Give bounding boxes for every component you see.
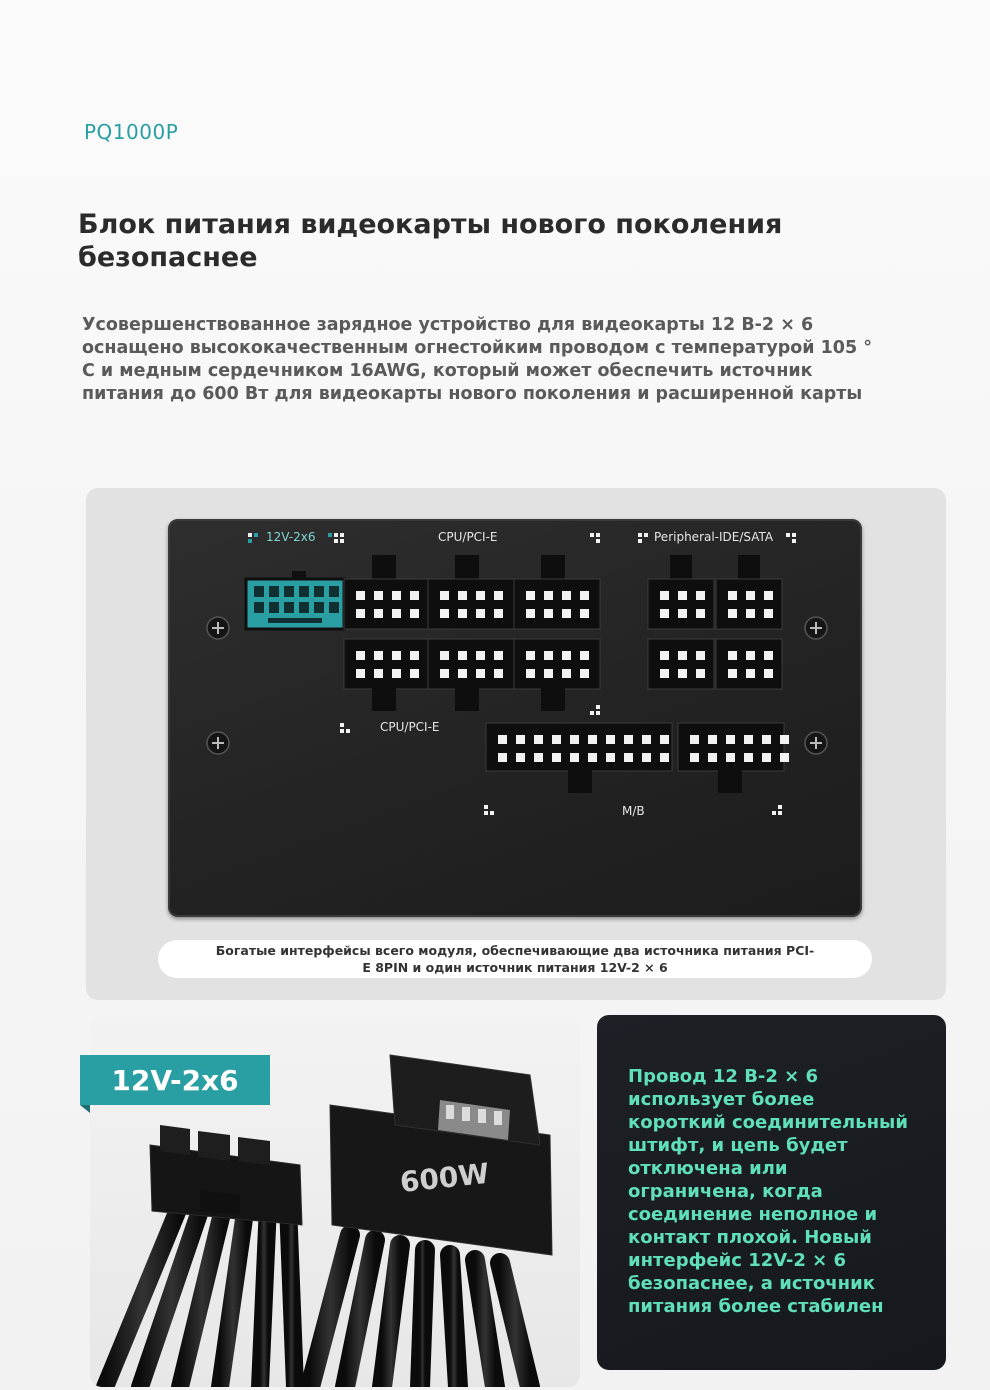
model-name: PQ1000P [84,120,179,144]
indicator-icon [772,805,782,815]
pin-hole [476,609,485,618]
pin-hole [552,735,561,744]
pin-hole [762,735,771,744]
pin-hole [764,609,773,618]
pin-hole [746,609,755,618]
pin-hole [624,735,633,744]
pin-hole [526,609,535,618]
pin-hole [410,591,419,600]
pin-hole [708,735,717,744]
pcie-8pin-connector [105,1125,302,1387]
indicator-icon [328,533,344,543]
pin-hole [562,609,571,618]
pin-hole [728,591,737,600]
pin-hole [764,591,773,600]
pin-hole [678,651,687,660]
pin-hole [562,651,571,660]
pin-hole [660,753,669,762]
pin-hole [374,651,383,660]
pin-hole [516,735,525,744]
pin-hole [356,651,365,660]
pin-hole [374,591,383,600]
pin-hole [440,669,449,678]
pin-hole [660,651,669,660]
pin-hole [458,669,467,678]
pin-hole [516,753,525,762]
pin-hole [440,609,449,618]
pin-hole [708,753,717,762]
pin-hole [588,753,597,762]
pin-hole [696,669,705,678]
pin-hole [356,669,365,678]
pin-hole [642,753,651,762]
pin-hole [374,669,383,678]
pin-hole [726,735,735,744]
indicator-icon [340,723,350,733]
pin-hole [570,753,579,762]
pin-hole [696,591,705,600]
pin-hole [678,609,687,618]
label-cpu-pcie-top: CPU/PCI-E [438,530,498,544]
pin-hole [690,753,699,762]
pin-hole [642,735,651,744]
pin-hole [476,669,485,678]
pin-hole [746,669,755,678]
psu-connectors-graphic [168,519,862,917]
pin-hole [562,591,571,600]
pin-hole [544,669,553,678]
pin-hole [498,735,507,744]
feature-text: Провод 12 В-2 × 6 использует более короткий соединительный штифт, и цепь будет отключена или ограничена, когда соединение неполное и контакт плохой. Новый интерфейс 12V-2 × 6 безопаснее, а источник питания более стабилен [628,1066,908,1317]
pin-hole [440,651,449,660]
pin-hole [726,753,735,762]
pin-hole [494,651,503,660]
pin-hole [552,753,561,762]
pin-hole [526,591,535,600]
pin-hole [606,753,615,762]
pin-hole [728,609,737,618]
pin-hole [458,651,467,660]
pin-hole [780,753,789,762]
pin-hole [764,669,773,678]
pin-hole [476,591,485,600]
connector-group-peripheral [648,555,782,689]
pin-hole [544,591,553,600]
pin-hole [476,651,485,660]
pin-hole [728,651,737,660]
pin-hole [534,753,543,762]
pin-hole [356,591,365,600]
pin-hole [746,591,755,600]
indicator-icon [248,533,258,543]
pin-hole [660,735,669,744]
pin-hole [660,591,669,600]
pin-hole [458,609,467,618]
pin-hole [374,609,383,618]
indicator-icon [590,705,600,715]
connector-12v-2x6-plug [310,1055,552,1387]
pin-hole [498,753,507,762]
pin-hole [780,735,789,744]
pin-hole [526,651,535,660]
pin-hole [410,609,419,618]
pin-hole [606,735,615,744]
pin-hole [744,753,753,762]
pin-hole [696,609,705,618]
caption-text: Богатые интерфейсы всего модуля, обеспечивающие два источника питания PCI-E 8PIN и один источник питания 12V-2 × 6 [215,943,815,975]
pin-hole [392,591,401,600]
pin-hole [562,669,571,678]
pin-hole [624,753,633,762]
pin-hole [762,753,771,762]
label-peripheral: Peripheral-IDE/SATA [654,530,774,544]
pin-hole [580,609,589,618]
pin-hole [356,609,365,618]
pin-hole [410,651,419,660]
pin-hole [392,669,401,678]
pin-hole [410,669,419,678]
tag-fold [80,1105,90,1113]
pin-hole [678,591,687,600]
label-12v-2x6: 12V-2x6 [266,530,316,544]
psu-modular-panel [168,519,862,917]
pin-hole [526,669,535,678]
indicator-icon [786,533,796,543]
pin-hole [580,669,589,678]
pin-hole [458,591,467,600]
pin-hole [678,669,687,678]
pin-hole [570,735,579,744]
pin-hole [696,651,705,660]
cable-tag: 12V-2x6 [80,1055,270,1105]
caption-pill [158,940,872,978]
pin-hole [728,669,737,678]
pin-hole [660,669,669,678]
pin-hole [534,735,543,744]
description: Усовершенствованное зарядное устройство для видеокарты 12 В-2 × 6 оснащено высококачественным огнестойким проводом с температурой 105 ° C и медным сердечником 16AWG, который может обеспечить источник питания до 600 Вт для видеокарты нового поколения и расширенной карты [82,315,873,404]
pin-hole [744,735,753,744]
indicator-icon [590,533,600,543]
pin-hole [588,735,597,744]
pin-hole [494,591,503,600]
connector-marking: 600W [398,1156,491,1199]
pin-hole [580,591,589,600]
indicator-icon [638,533,648,543]
pin-hole [746,651,755,660]
pin-hole [660,609,669,618]
connector-group-motherboard [486,723,784,793]
indicator-icon [484,805,494,815]
pin-hole [690,735,699,744]
pin-hole [544,651,553,660]
connector-12v-2x6 [246,571,344,629]
headline: Блок питания видеокарты нового поколения безопаснее [78,209,783,273]
pin-hole [392,651,401,660]
label-cpu-pcie-bottom: CPU/PCI-E [380,720,440,734]
label-mb: M/B [622,804,645,818]
pin-hole [392,609,401,618]
pin-hole [494,609,503,618]
pin-hole [440,591,449,600]
pin-hole [494,669,503,678]
pin-hole [544,609,553,618]
pin-hole [580,651,589,660]
pin-hole [764,651,773,660]
